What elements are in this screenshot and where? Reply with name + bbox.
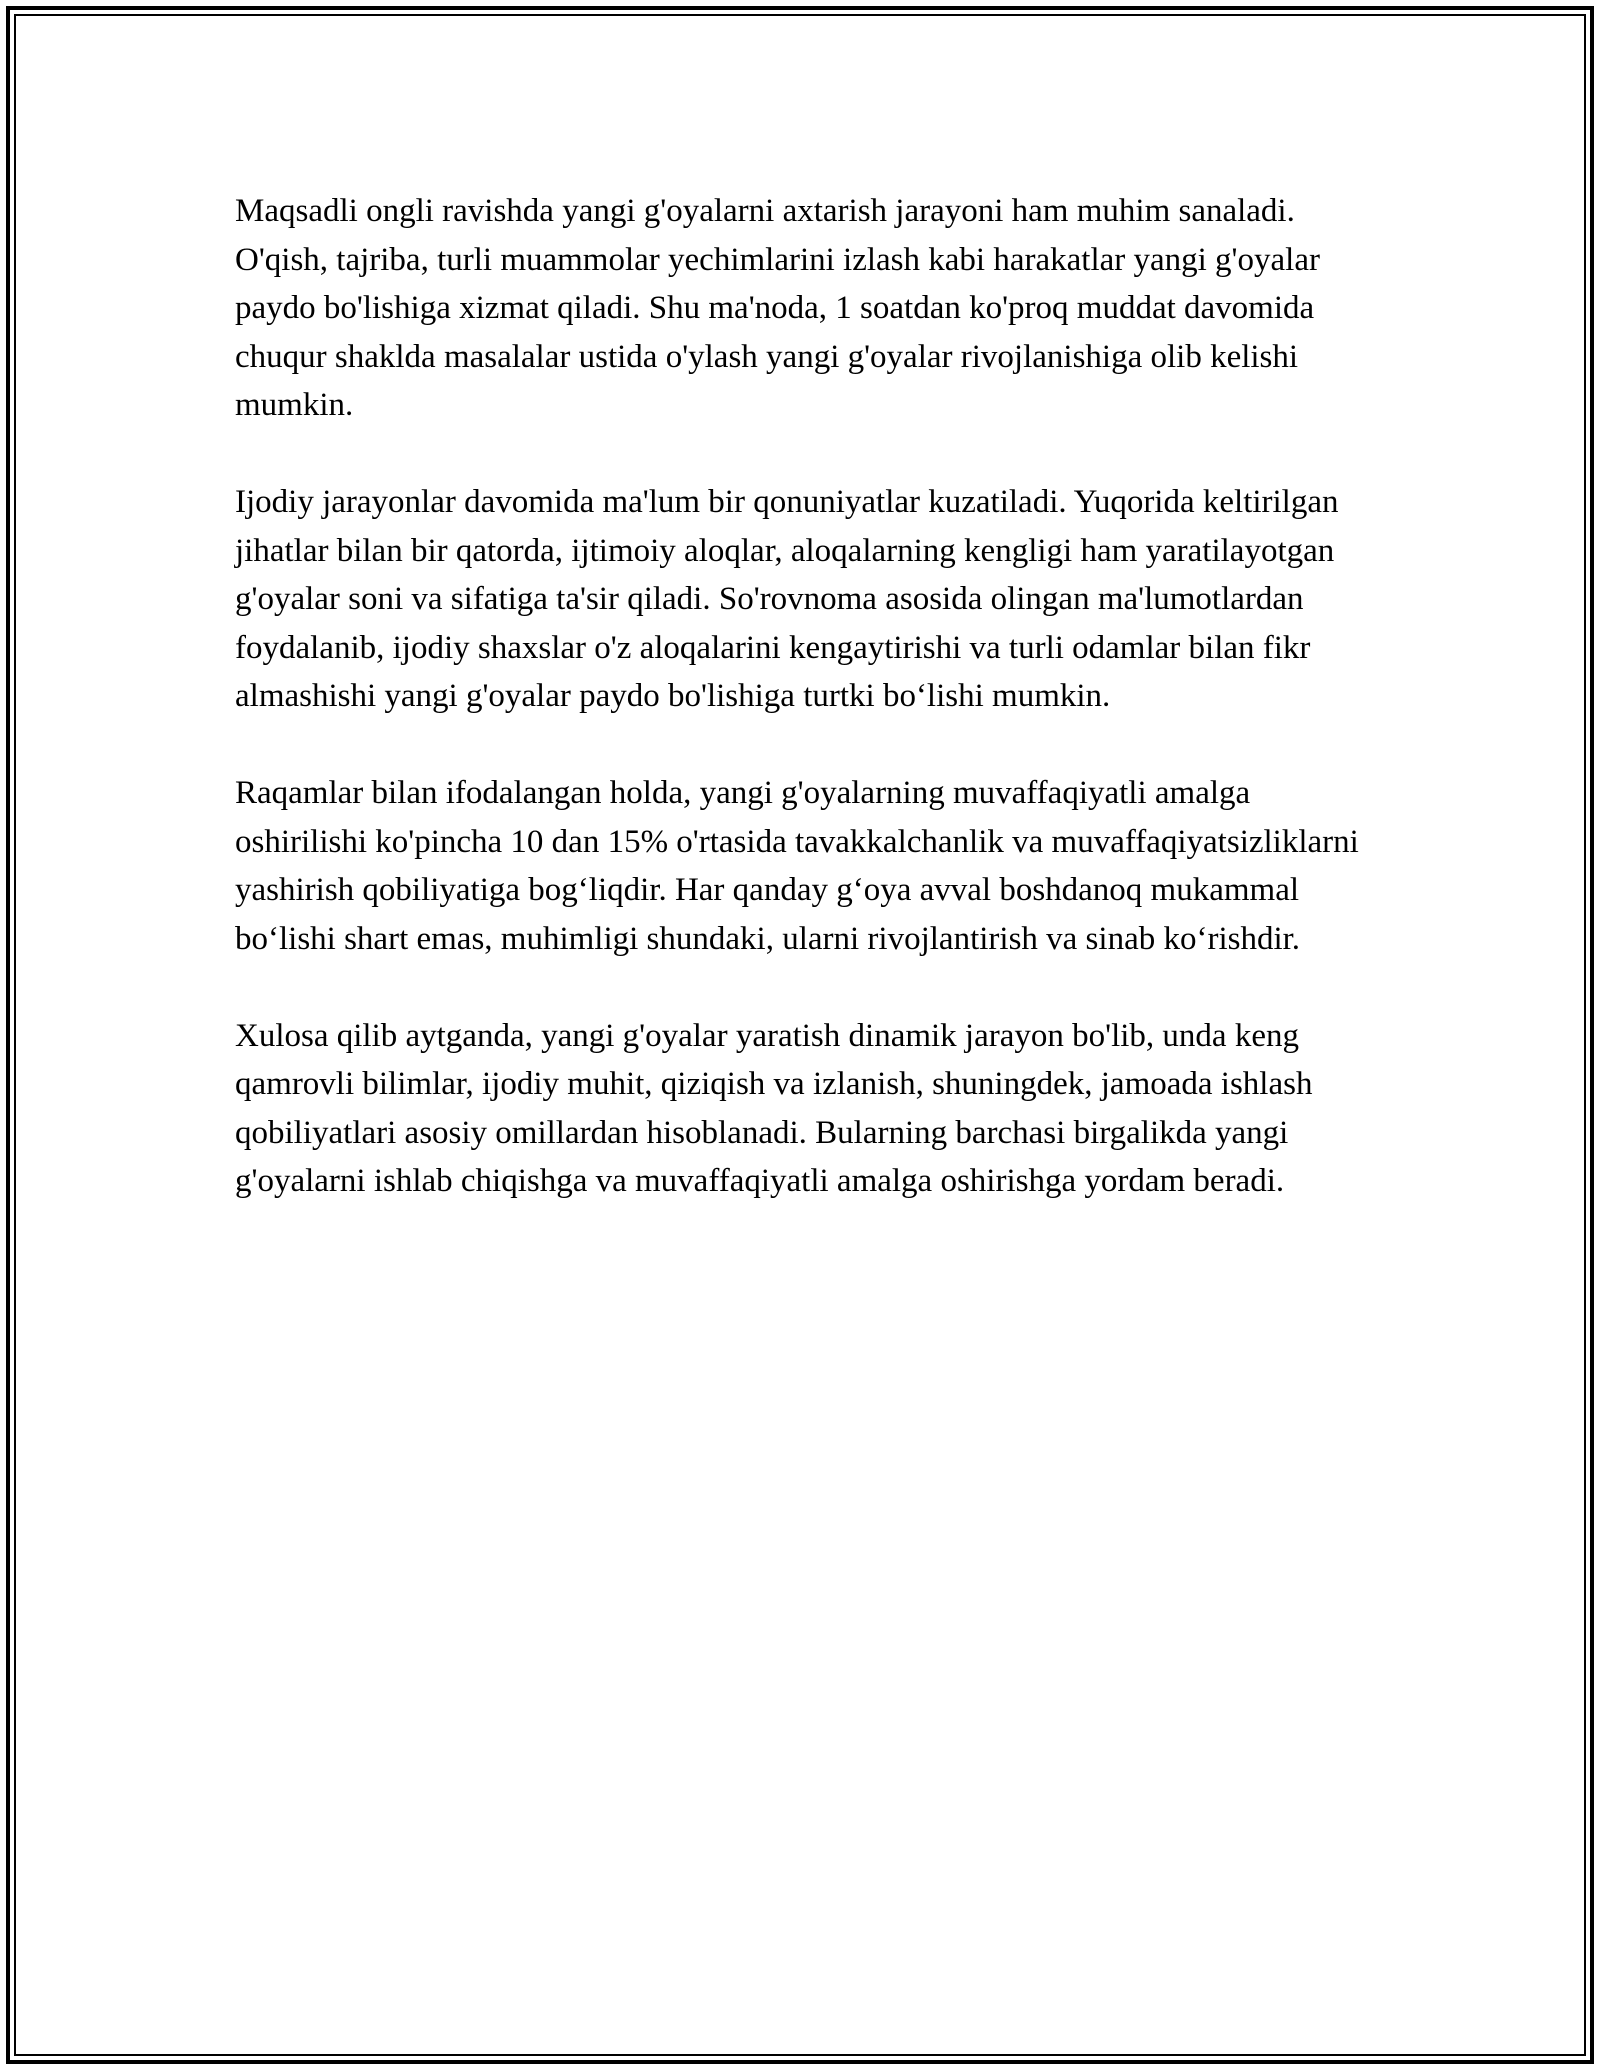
paragraph-2: Ijodiy jarayonlar davomida ma'lum bir qonuniyatlar kuzatiladi. Yuqorida keltirilgan jihatlar bilan bir qatorda, ijtimoiy aloqlar, aloqalarning kengligi ham yaratilayotgan g'oyalar soni va sifatiga ta'sir qiladi. So'rovnoma asosida olingan ma'lumotlardan foydalanib, ijodiy shaxslar o'z aloqalarini kengaytirishi va turli odamlar bilan fikr almashishi yangi g'oyalar paydo bo'lishiga turtki bo‘lishi mumkin.	[235, 484, 1339, 714]
document-body	[235, 187, 1365, 1254]
paragraph-1: Maqsadli ongli ravishda yangi g'oyalarni axtarish jarayoni ham muhim sanaladi. O'qish, tajriba, turli muammolar yechimlarini izlash kabi harakatlar yangi g'oyalar paydo bo'lishiga xizmat qiladi. Shu ma'noda, 1 soatdan ko'proq muddat davomida chuqur shaklda masalalar ustida o'ylash yangi g'oyalar rivojlanishiga olib kelishi mumkin.	[235, 193, 1320, 423]
paragraph-3: Raqamlar bilan ifodalangan holda, yangi g'oyalarning muvaffaqiyatli amalga oshirilishi ko'pincha 10 dan 15% o'rtasida tavakkalchanlik va muvaffaqiyatsizliklarni yashirish qobiliyatiga bog‘liqdir. Har qanday g‘oya avval boshdanoq mukammal bo‘lishi shart emas, muhimligi shundaki, ularni rivojlantirish va sinab ko‘rishdir.	[235, 775, 1359, 957]
paragraph-4: Xulosa qilib aytganda, yangi g'oyalar yaratish dinamik jarayon bo'lib, unda keng qamrovli bilimlar, ijodiy muhit, qiziqish va izlanish, shuningdek, jamoada ishlash qobiliyatlari asosiy omillardan hisoblanadi. Bularning barchasi birgalikda yangi g'oyalarni ishlab chiqishga va muvaffaqiyatli amalga oshirishga yordam beradi.	[235, 1017, 1313, 1199]
